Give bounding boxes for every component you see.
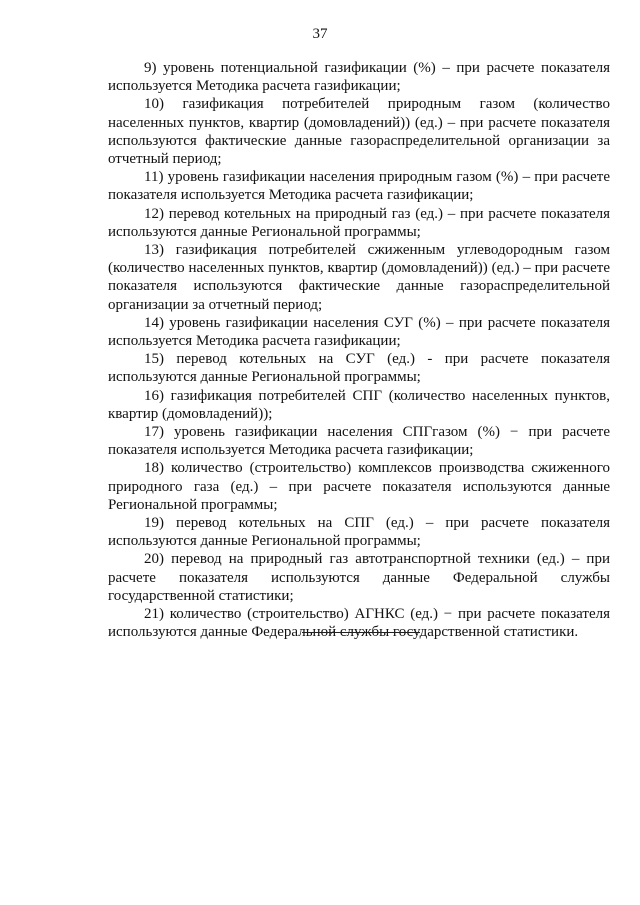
list-item: 20) перевод на природный газ автотранспортной техники (ед.) – при расчете показателя используются данные Федеральной службы государственной статистики; bbox=[108, 551, 610, 604]
list-item: 9) уровень потенциальной газификации (%) – при расчете показателя используется Методика расчета газификации; bbox=[108, 60, 610, 95]
list-item: 18) количество (строительство) комплексов производства сжиженного природного газа (ед.) – при расчете показателя используются данные Региональной программы; bbox=[108, 460, 610, 513]
list-item: 10) газификация потребителей природным газом (количество населенных пунктов, квартир (домовладений)) (ед.) – при расчете показателя используются фактические данные газораспределительной организации за отчетный период; bbox=[108, 96, 610, 168]
list-item: 21) количество (строительство) АГНКС (ед.) − при расчете показателя используются данные Федеральной службы государственной статистики. bbox=[108, 606, 610, 641]
document-body bbox=[108, 59, 610, 642]
list-item: 14) уровень газификации населения СУГ (%) – при расчете показателя используется Методика расчета газификации; bbox=[108, 314, 610, 350]
list-item: 19) перевод котельных на СПГ (ед.) – при расчете показателя используются данные Региональной программы; bbox=[108, 515, 610, 550]
end-separator-line bbox=[302, 632, 420, 633]
list-item: 12) перевод котельных на природный газ (ед.) – при расчете показателя используются данные Региональной программы; bbox=[108, 205, 610, 240]
page-number: 37 bbox=[312, 26, 328, 42]
list-item: 11) уровень газификации населения природным газом (%) – при расчете показателя используется Методика расчета газификации; bbox=[108, 169, 610, 204]
list-item: 17) уровень газификации населения СПГгазом (%) − при расчете показателя используется Методика расчета газификации; bbox=[108, 424, 610, 459]
list-item: 13) газификация потребителей сжиженным углеводородным газом (количество населенных пунктов, квартир (домовладений)) (ед.) – при расчете показателя используются фактические данные газораспределительной организации за отчетный период; bbox=[108, 242, 610, 313]
list-item: 16) газификация потребителей СПГ (количество населенных пунктов, квартир (домовладений)); bbox=[108, 387, 610, 422]
list-item: 15) перевод котельных на СУГ (ед.) - при расчете показателя используются данные Региональной программы; bbox=[108, 351, 610, 386]
